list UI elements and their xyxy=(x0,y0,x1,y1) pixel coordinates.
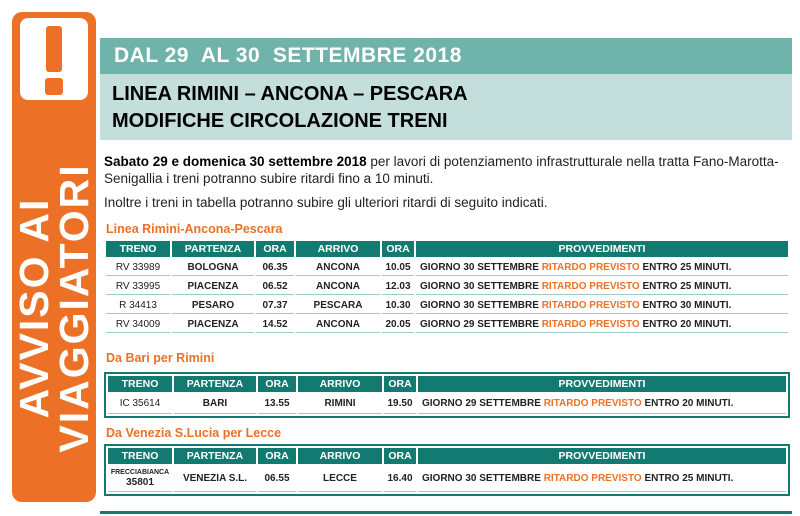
col-treno: TRENO xyxy=(108,376,172,392)
trains-table-1 xyxy=(104,239,790,335)
cell-provvedimenti: GIORNO 30 SETTEMBRE RITARDO PREVISTO ENTRO 25 MINUTI. xyxy=(416,259,788,276)
cell-provvedimenti: GIORNO 30 SETTEMBRE RITARDO PREVISTO ENTRO 25 MINUTI. xyxy=(416,278,788,295)
col-treno: TRENO xyxy=(106,241,170,257)
cell-provvedimenti: GIORNO 30 SETTEMBRE RITARDO PREVISTO ENTRO 25 MINUTI. xyxy=(418,466,786,492)
table-row xyxy=(106,259,788,276)
trains-table-2 xyxy=(104,372,790,418)
cell-arrivo: PESCARA xyxy=(296,297,380,314)
exclamation-icon xyxy=(20,18,88,100)
intro-dates: Sabato 29 e domenica 30 settembre 2018 xyxy=(104,154,367,169)
cell-arrivo: ANCONA xyxy=(296,316,380,333)
date-title: DAL 29 AL 30 SETTEMBRE 2018 xyxy=(114,44,462,67)
cell-provvedimenti: GIORNO 30 SETTEMBRE RITARDO PREVISTO ENTRO 30 MINUTI. xyxy=(416,297,788,314)
col-ora: ORA xyxy=(258,376,296,392)
cell-partenza: PESARO xyxy=(172,297,254,314)
sidebar-title-line2: VIAGGIATORI xyxy=(51,163,97,453)
col-provvedimenti: PROVVEDIMENTI xyxy=(418,448,786,464)
cell-treno: RV 33995 xyxy=(106,278,170,295)
cell-ora-arrivo: 20.05 xyxy=(382,316,414,333)
cell-ora-arrivo: 12.03 xyxy=(382,278,414,295)
col-ora-arrivo: ORA xyxy=(384,448,416,464)
table-row xyxy=(106,278,788,295)
cell-ora-arrivo: 10.30 xyxy=(382,297,414,314)
cell-ora-arrivo: 10.05 xyxy=(382,259,414,276)
train-number: 35801 xyxy=(126,477,154,488)
intro-text: per lavori di potenziamento infrastrutturale nella tratta Fano-Marotta-Senigallia i treni potranno subire ritardi fino a 10 minuti. xyxy=(104,154,779,186)
col-ora-arrivo: ORA xyxy=(382,241,414,257)
section-title-1: Linea Rimini-Ancona-Pescara xyxy=(106,222,283,236)
cell-arrivo: LECCE xyxy=(298,466,382,492)
intro-paragraph-2: Inoltre i treni in tabella potranno subire gli ulteriori ritardi di seguito indicati. xyxy=(104,195,548,210)
cell-treno: IC 35614 xyxy=(108,394,172,414)
col-ora-arrivo: ORA xyxy=(384,376,416,392)
bottom-divider xyxy=(100,511,792,514)
cell-ora: 07.37 xyxy=(256,297,294,314)
col-arrivo: ARRIVO xyxy=(298,448,382,464)
sidebar-title-line1: AVVISO AI xyxy=(11,197,57,419)
cell-ora: 14.52 xyxy=(256,316,294,333)
headline-line2: MODIFICHE CIRCOLAZIONE TRENI xyxy=(112,110,448,132)
cell-partenza: BOLOGNA xyxy=(172,259,254,276)
col-arrivo: ARRIVO xyxy=(296,241,380,257)
notice-sidebar xyxy=(12,12,96,502)
cell-partenza: PIACENZA xyxy=(172,278,254,295)
table-row xyxy=(106,316,788,333)
train-category: FRECCIABIANCA xyxy=(110,469,170,476)
cell-partenza: PIACENZA xyxy=(172,316,254,333)
cell-ora-arrivo: 16.40 xyxy=(384,466,416,492)
table-header xyxy=(106,241,788,257)
cell-treno: R 34413 xyxy=(106,297,170,314)
col-arrivo: ARRIVO xyxy=(298,376,382,392)
section-title-3: Da Venezia S.Lucia per Lecce xyxy=(106,426,282,440)
cell-arrivo: RIMINI xyxy=(298,394,382,414)
cell-provvedimenti: GIORNO 29 SETTEMBRE RITARDO PREVISTO ENTRO 20 MINUTI. xyxy=(416,316,788,333)
cell-arrivo: ANCONA xyxy=(296,259,380,276)
headline-line1: LINEA RIMINI – ANCONA – PESCARA xyxy=(112,83,468,105)
col-ora: ORA xyxy=(256,241,294,257)
col-provvedimenti: PROVVEDIMENTI xyxy=(418,376,786,392)
intro-paragraph xyxy=(104,153,794,187)
col-provvedimenti: PROVVEDIMENTI xyxy=(416,241,788,257)
col-ora: ORA xyxy=(258,448,296,464)
col-partenza: PARTENZA xyxy=(172,241,254,257)
table-row xyxy=(106,297,788,314)
cell-arrivo: ANCONA xyxy=(296,278,380,295)
table-row xyxy=(108,466,786,492)
cell-ora: 13.55 xyxy=(258,394,296,414)
section-title-2: Da Bari per Rimini xyxy=(106,351,215,365)
col-treno: TRENO xyxy=(108,448,172,464)
table-header xyxy=(108,448,786,464)
cell-ora: 06.52 xyxy=(256,278,294,295)
cell-ora: 06.35 xyxy=(256,259,294,276)
cell-ora: 06.55 xyxy=(258,466,296,492)
cell-partenza: VENEZIA S.L. xyxy=(174,466,256,492)
trains-table-3 xyxy=(104,444,790,496)
cell-treno: RV 33989 xyxy=(106,259,170,276)
headline xyxy=(112,81,782,135)
table-header xyxy=(108,376,786,392)
cell-treno xyxy=(108,466,172,492)
table-row xyxy=(108,394,786,414)
cell-partenza: BARI xyxy=(174,394,256,414)
cell-ora-arrivo: 19.50 xyxy=(384,394,416,414)
col-partenza: PARTENZA xyxy=(174,376,256,392)
cell-treno: RV 34009 xyxy=(106,316,170,333)
cell-provvedimenti: GIORNO 29 SETTEMBRE RITARDO PREVISTO ENTRO 20 MINUTI. xyxy=(418,394,786,414)
col-partenza: PARTENZA xyxy=(174,448,256,464)
